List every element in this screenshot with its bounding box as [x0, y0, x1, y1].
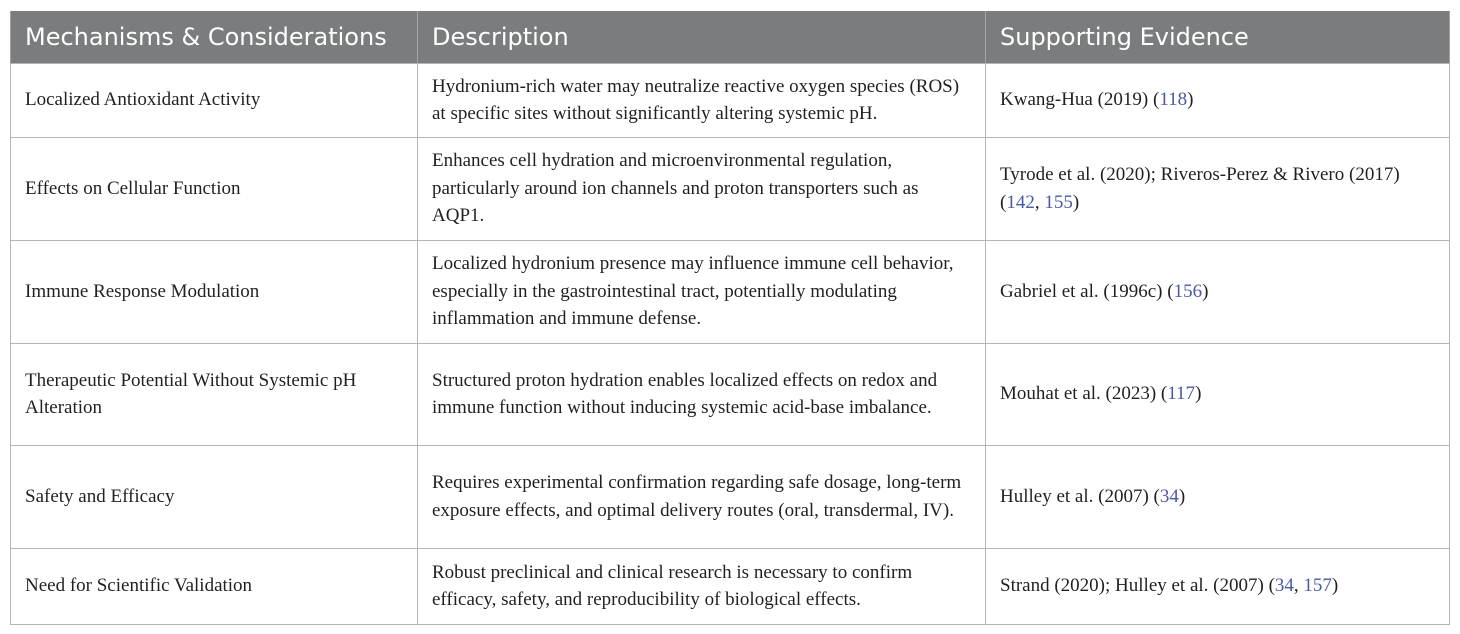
evidence-text: Strand (2020); Hulley et al. (2007) ( [1000, 575, 1275, 597]
table-row [11, 548, 1450, 624]
evidence-text: Mouhat et al. (2023) ( [1000, 383, 1168, 405]
evidence-close: ) [1187, 89, 1194, 111]
description-cell: Robust preclinical and clinical research is necessary to confirm efficacy, safety, and reproducibility of biological effects. [418, 548, 986, 624]
evidence-text: Tyrode et al. (2020); Riveros-Perez & Rivero (2017) ( [1000, 164, 1400, 213]
evidence-close: ) [1195, 383, 1202, 405]
evidence-cell [986, 343, 1450, 445]
evidence-text: Gabriel et al. (1996c) ( [1000, 280, 1174, 302]
description-cell: Structured proton hydration enables localized effects on redox and immune function without inducing systemic acid-base imbalance. [418, 343, 986, 445]
description-cell: Requires experimental confirmation regarding safe dosage, long-term exposure effects, and optimal delivery routes (oral, transdermal, IV). [418, 445, 986, 548]
evidence-cell: Strand (2020); Hulley et al. (2007) (34, 157) [986, 548, 1450, 624]
reference-link[interactable]: 118 [1159, 89, 1188, 111]
reference-link[interactable]: 155 [1044, 191, 1073, 213]
evidence-cell [986, 63, 1450, 137]
mechanism-cell: Localized Antioxidant Activity [11, 63, 418, 137]
evidence-cell [986, 240, 1450, 343]
reference-link[interactable]: 34 [1274, 575, 1294, 597]
reference-link[interactable]: 142 [1006, 191, 1035, 213]
evidence-text: Hulley et al. (2007) ( [1000, 485, 1160, 507]
evidence-close: ) [1178, 485, 1186, 507]
table-row [11, 63, 1450, 137]
header-row [11, 11, 1450, 63]
table-row [11, 240, 1450, 343]
mechanism-cell: Safety and Efficacy [11, 445, 418, 548]
reference-link[interactable]: 156 [1173, 280, 1203, 302]
evidence-close: ) [1331, 575, 1339, 597]
evidence-close: ) [1072, 191, 1080, 213]
description-cell: Localized hydronium presence may influence immune cell behavior, especially in the gastrointestinal tract, potentially modulating inflammation and immune defense. [418, 240, 986, 343]
reference-link[interactable]: 117 [1167, 383, 1196, 405]
evidence-close: ) [1202, 280, 1209, 302]
mechanisms-table [10, 11, 1450, 625]
reference-link[interactable]: 157 [1303, 575, 1332, 597]
mechanism-cell: Therapeutic Potential Without Systemic pH Alteration [11, 343, 418, 445]
evidence-text: Kwang-Hua (2019) ( [1000, 89, 1160, 111]
table-row [11, 445, 1450, 548]
mechanism-cell: Effects on Cellular Function [11, 137, 418, 240]
mechanism-cell: Need for Scientific Validation [11, 548, 418, 624]
header-description: Description [418, 11, 986, 63]
evidence-cell [986, 445, 1450, 548]
header-mechanisms: Mechanisms & Considerations [11, 11, 418, 63]
evidence-cell: Tyrode et al. (2020); Riveros-Perez & Rivero (2017) (142, 155) [986, 137, 1450, 240]
header-evidence: Supporting Evidence [986, 11, 1450, 63]
reference-link[interactable]: 34 [1159, 485, 1179, 507]
description-cell: Enhances cell hydration and microenvironmental regulation, particularly around ion channels and proton transporters such as AQP1. [418, 137, 986, 240]
mechanism-cell: Immune Response Modulation [11, 240, 418, 343]
description-cell: Hydronium-rich water may neutralize reactive oxygen species (ROS) at specific sites without significantly altering systemic pH. [418, 63, 986, 137]
table-row [11, 137, 1450, 240]
table-row [11, 343, 1450, 445]
